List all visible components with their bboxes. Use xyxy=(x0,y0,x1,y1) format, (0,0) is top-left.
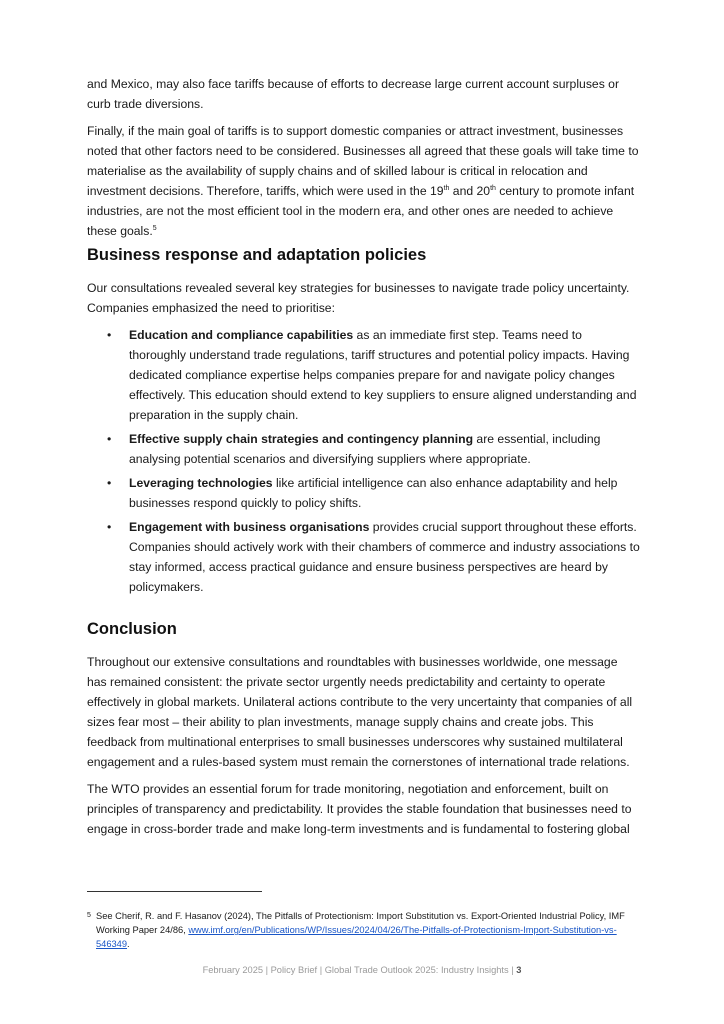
paragraph-conclusion-2: The WTO provides an essential forum for trade monitoring, negotiation and enforcement, built on principles of transparency and predictability. It provides the stable foundation that businesses need to engage in cross-border trade and make long-term investments and is fundamental to fostering global xyxy=(87,782,632,836)
page-footer xyxy=(0,965,724,975)
superscript: th xyxy=(490,185,496,192)
footnote-number: 5 xyxy=(87,912,91,919)
bullet-icon: • xyxy=(107,520,112,534)
heading-business-response: Business response and adaptation policies xyxy=(87,246,427,264)
paragraph-conclusion-1: Throughout our extensive consultations and roundtables with businesses worldwide, one message has remained consistent: the private sector urgently needs predictability and certainty to operate effectively in global markets. Unilateral actions contribute to the very uncertainty that companies of all sizes fear most – their ability to plan investments, manage supply chains and create jobs. This feedback from multinational enterprises to small businesses underscores why sustained multilateral engagement and a rules-based system must remain the cornerstones of international trade relations. xyxy=(87,655,633,769)
paragraph-text: century to promote infant industries, are not the most efficient tool in the modern era, and other ones are needed to achieve these goals. xyxy=(87,184,635,238)
list-item-title: Leveraging technologies xyxy=(129,476,273,490)
superscript: th xyxy=(443,185,450,192)
page-number: 3 xyxy=(516,965,522,975)
footnote-divider xyxy=(87,891,262,892)
footnote-reference: 5 xyxy=(152,225,157,232)
paragraph-business-intro: Our consultations revealed several key strategies for businesses to navigate trade policy uncertainty. Companies emphasized the need to prioritise: xyxy=(87,281,630,315)
paragraph-domestic-goals xyxy=(87,121,640,241)
list-item xyxy=(87,473,640,513)
bullet-icon: • xyxy=(107,432,112,446)
list-item-text: as an immediate first step. Teams need to thoroughly understand trade regulations, tariff structures and potential policy impacts. Having dedicated compliance expertise helps companies prepare for and navigate policy changes effectively. This education should extend to key suppliers to ensure aligned understanding and preparation in the supply chain. xyxy=(129,328,637,422)
paragraph-tariffs-continued: and Mexico, may also face tariffs because of efforts to decrease large current account surpluses or curb trade diversions. xyxy=(87,77,620,111)
list-item-title: Education and compliance capabilities xyxy=(129,328,354,342)
list-item-text: are essential, including analysing potential scenarios and diversifying suppliers where appropriate. xyxy=(129,432,601,466)
bullet-icon: • xyxy=(107,476,112,490)
bullet-icon: • xyxy=(107,328,112,342)
footnote xyxy=(87,909,640,951)
list-item-title: Effective supply chain strategies and contingency planning xyxy=(129,432,474,446)
footer-text: February 2025 | Policy Brief | Global Trade Outlook 2025: Industry Insights | xyxy=(202,965,517,975)
list-item-title: Engagement with business organisations xyxy=(129,520,370,534)
paragraph-text: Finally, if the main goal of tariffs is to support domestic companies or attract investment, businesses noted that other factors need to be considered. Businesses all agreed that these goals will take time to materialise as the availability of supply chains and of skilled labour is critical in relocation and investment decisions. Therefore, tariffs, which were used in the 19 xyxy=(87,124,639,198)
list-item-text: provides crucial support throughout these efforts. Companies should actively work with their chambers of commerce and industry associations to stay informed, access practical guidance and ensure business perspectives are heard by policymakers. xyxy=(129,520,640,594)
list-item xyxy=(87,429,640,469)
footnote-link[interactable]: www.imf.org/en/Publications/WP/Issues/2024/04/26/The-Pitfalls-of-Protectionism-Import-Substitution-vs-546349 xyxy=(96,925,617,949)
strategy-list xyxy=(87,325,640,601)
footnote-end: . xyxy=(127,939,130,949)
paragraph-text: and 20 xyxy=(449,184,491,198)
heading-conclusion: Conclusion xyxy=(87,620,177,638)
footnote-body xyxy=(87,909,640,951)
list-item xyxy=(87,325,640,425)
list-item xyxy=(87,517,640,597)
footnote-text: See Cherif, R. and F. Hasanov (2024), The Pitfalls of Protectionism: Import Substitution vs. Export-Oriented Industrial Policy, IMF Working Paper 24/86, xyxy=(96,911,625,935)
list-item-text: like artificial intelligence can also enhance adaptability and help businesses respond quickly to policy shifts. xyxy=(129,476,618,510)
